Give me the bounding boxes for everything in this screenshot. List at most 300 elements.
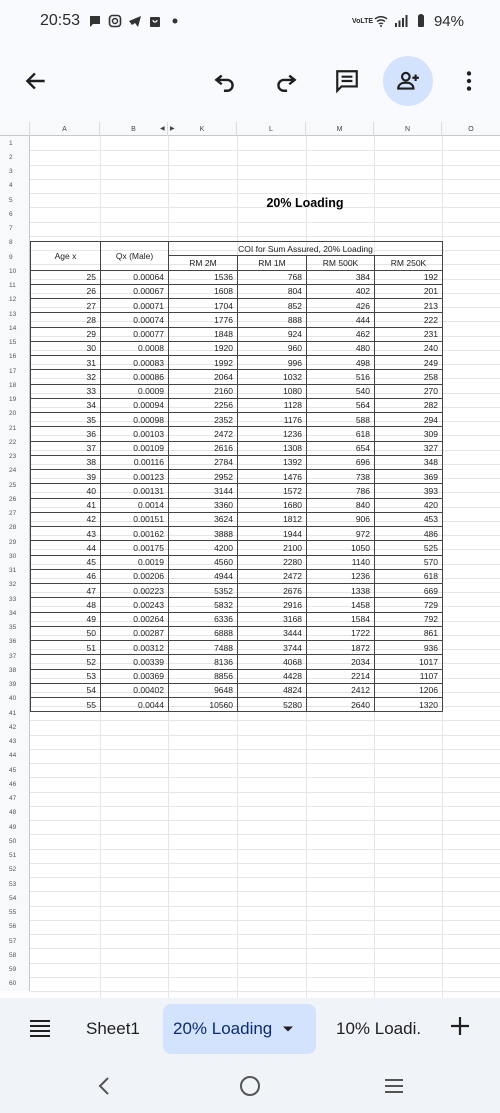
table-cell[interactable]: 2034 bbox=[307, 655, 375, 669]
table-cell[interactable]: 33 bbox=[31, 384, 101, 398]
table-cell[interactable]: 3168 bbox=[238, 612, 307, 626]
table-cell[interactable]: 462 bbox=[307, 327, 375, 341]
table-cell[interactable]: 258 bbox=[375, 370, 443, 384]
table-cell[interactable]: 0.0008 bbox=[101, 341, 169, 355]
table-cell[interactable]: 1776 bbox=[169, 313, 238, 327]
column-header[interactable]: O bbox=[468, 125, 474, 133]
row-header[interactable]: 6 bbox=[0, 207, 30, 221]
table-cell[interactable]: 2280 bbox=[238, 555, 307, 569]
table-cell[interactable]: 40 bbox=[31, 484, 101, 498]
row-header[interactable]: 50 bbox=[0, 834, 30, 848]
hidden-columns-left-arrow-icon[interactable]: ◀ bbox=[160, 126, 165, 132]
table-cell[interactable]: 1032 bbox=[238, 370, 307, 384]
table-cell[interactable]: 0.00074 bbox=[101, 313, 169, 327]
table-cell[interactable]: 4068 bbox=[238, 655, 307, 669]
table-cell[interactable]: 2472 bbox=[238, 569, 307, 583]
table-cell[interactable]: 654 bbox=[307, 441, 375, 455]
table-cell[interactable]: 768 bbox=[238, 270, 307, 284]
table-cell[interactable]: 669 bbox=[375, 584, 443, 598]
row-header[interactable]: 27 bbox=[0, 507, 30, 521]
table-cell[interactable]: 729 bbox=[375, 598, 443, 612]
table-cell[interactable]: 0.00264 bbox=[101, 612, 169, 626]
table-cell[interactable]: 0.0014 bbox=[101, 498, 169, 512]
table-cell[interactable]: 5832 bbox=[169, 598, 238, 612]
table-cell[interactable]: 1140 bbox=[307, 555, 375, 569]
table-cell[interactable]: 270 bbox=[375, 384, 443, 398]
table-cell[interactable]: 4944 bbox=[169, 569, 238, 583]
table-cell[interactable]: 0.00116 bbox=[101, 455, 169, 469]
signal-icon bbox=[394, 14, 408, 28]
table-cell[interactable]: 2640 bbox=[307, 698, 375, 712]
table-cell[interactable]: 1572 bbox=[238, 484, 307, 498]
column-header[interactable]: K bbox=[168, 122, 237, 136]
table-cell[interactable]: 618 bbox=[375, 569, 443, 583]
row-header[interactable]: 45 bbox=[0, 763, 30, 777]
row-header[interactable]: 20 bbox=[0, 407, 30, 421]
nav-recents-icon[interactable] bbox=[382, 1074, 406, 1098]
table-row bbox=[31, 313, 443, 327]
row-header[interactable]: 42 bbox=[0, 720, 30, 734]
table-cell[interactable]: 1476 bbox=[238, 470, 307, 484]
table-cell[interactable]: 0.00131 bbox=[101, 484, 169, 498]
table-cell[interactable]: 3444 bbox=[238, 626, 307, 640]
table-cell[interactable]: 0.00151 bbox=[101, 512, 169, 526]
table-cell[interactable]: 1080 bbox=[238, 384, 307, 398]
row-header[interactable]: 2 bbox=[0, 150, 30, 164]
table-cell[interactable]: 1050 bbox=[307, 541, 375, 555]
row-header[interactable]: 48 bbox=[0, 806, 30, 820]
share-button[interactable] bbox=[383, 56, 433, 106]
table-cell[interactable]: 444 bbox=[307, 313, 375, 327]
table-cell[interactable]: 1536 bbox=[169, 270, 238, 284]
table-cell[interactable]: 1722 bbox=[307, 626, 375, 640]
table-cell[interactable]: 2916 bbox=[238, 598, 307, 612]
table-cell[interactable]: 3360 bbox=[169, 498, 238, 512]
table-cell[interactable]: 32 bbox=[31, 370, 101, 384]
row-header[interactable]: 59 bbox=[0, 963, 30, 977]
table-cell[interactable]: 861 bbox=[375, 626, 443, 640]
table-cell[interactable]: 2064 bbox=[169, 370, 238, 384]
table-cell[interactable]: 0.00123 bbox=[101, 470, 169, 484]
table-cell[interactable]: 618 bbox=[307, 427, 375, 441]
table-cell[interactable]: 4560 bbox=[169, 555, 238, 569]
corner-cell[interactable] bbox=[0, 122, 30, 136]
column-header[interactable]: N bbox=[374, 122, 442, 136]
table-cell[interactable]: 8856 bbox=[169, 669, 238, 683]
table-cell[interactable]: 393 bbox=[375, 484, 443, 498]
table-cell[interactable]: 3744 bbox=[238, 641, 307, 655]
table-cell[interactable]: 0.00287 bbox=[101, 626, 169, 640]
row-header[interactable]: 29 bbox=[0, 535, 30, 549]
table-cell[interactable]: 0.00312 bbox=[101, 641, 169, 655]
row-header[interactable]: 34 bbox=[0, 606, 30, 620]
table-cell[interactable]: 348 bbox=[375, 455, 443, 469]
nav-home-icon[interactable] bbox=[238, 1074, 262, 1098]
table-cell[interactable]: 30 bbox=[31, 341, 101, 355]
table-cell[interactable]: 37 bbox=[31, 441, 101, 455]
table-cell[interactable]: 0.00083 bbox=[101, 356, 169, 370]
table-cell[interactable]: 786 bbox=[307, 484, 375, 498]
table-cell[interactable]: 36 bbox=[31, 427, 101, 441]
row-header[interactable]: 14 bbox=[0, 321, 30, 335]
table-cell[interactable]: 1236 bbox=[238, 427, 307, 441]
table-cell[interactable]: 480 bbox=[307, 341, 375, 355]
table-cell[interactable]: 0.00339 bbox=[101, 655, 169, 669]
table-cell[interactable]: 804 bbox=[238, 284, 307, 298]
system-nav-bar bbox=[0, 1060, 500, 1113]
table-cell[interactable]: 4824 bbox=[238, 683, 307, 697]
header-age[interactable]: Age x bbox=[31, 242, 101, 271]
row-header[interactable]: 18 bbox=[0, 378, 30, 392]
table-cell[interactable]: 2214 bbox=[307, 669, 375, 683]
table-cell[interactable]: 564 bbox=[307, 398, 375, 412]
table-cell[interactable]: 1872 bbox=[307, 641, 375, 655]
row-header[interactable]: 55 bbox=[0, 906, 30, 920]
table-row bbox=[31, 541, 443, 555]
table-cell[interactable]: 192 bbox=[375, 270, 443, 284]
table-cell[interactable]: 498 bbox=[307, 356, 375, 370]
table-cell[interactable]: 0.00243 bbox=[101, 598, 169, 612]
column-header[interactable]: A bbox=[30, 122, 100, 136]
table-cell[interactable]: 34 bbox=[31, 398, 101, 412]
column-header[interactable]: M bbox=[306, 122, 374, 136]
row-header[interactable]: 1 bbox=[0, 136, 30, 150]
sheet-title[interactable]: 20% Loading bbox=[266, 196, 344, 210]
table-cell[interactable]: 3624 bbox=[169, 512, 238, 526]
table-row bbox=[31, 527, 443, 541]
table-cell[interactable]: 39 bbox=[31, 470, 101, 484]
table-cell[interactable]: 2676 bbox=[238, 584, 307, 598]
table-cell[interactable]: 1392 bbox=[238, 455, 307, 469]
table-cell[interactable]: 0.00206 bbox=[101, 569, 169, 583]
status-time: 20:53 bbox=[40, 12, 81, 29]
table-cell[interactable]: 27 bbox=[31, 299, 101, 313]
row-header[interactable]: 7 bbox=[0, 222, 30, 236]
table-cell[interactable]: 1608 bbox=[169, 284, 238, 298]
row-header[interactable]: 28 bbox=[0, 521, 30, 535]
table-cell[interactable]: 45 bbox=[31, 555, 101, 569]
row-header[interactable]: 17 bbox=[0, 364, 30, 378]
table-cell[interactable]: 2472 bbox=[169, 427, 238, 441]
table-cell[interactable]: 1107 bbox=[375, 669, 443, 683]
table-cell[interactable]: 327 bbox=[375, 441, 443, 455]
row-header[interactable]: 4 bbox=[0, 179, 30, 193]
table-cell[interactable]: 0.00369 bbox=[101, 669, 169, 683]
table-row bbox=[31, 584, 443, 598]
table-cell[interactable]: 570 bbox=[375, 555, 443, 569]
table-cell[interactable]: 240 bbox=[375, 341, 443, 355]
table-cell[interactable]: 201 bbox=[375, 284, 443, 298]
table-cell[interactable]: 1992 bbox=[169, 356, 238, 370]
table-cell[interactable]: 309 bbox=[375, 427, 443, 441]
table-cell[interactable]: 28 bbox=[31, 313, 101, 327]
row-header[interactable]: 37 bbox=[0, 649, 30, 663]
table-cell[interactable]: 9648 bbox=[169, 683, 238, 697]
row-header[interactable]: 21 bbox=[0, 421, 30, 435]
table-cell[interactable]: 0.00402 bbox=[101, 683, 169, 697]
table-cell[interactable]: 53 bbox=[31, 669, 101, 683]
row-header[interactable]: 35 bbox=[0, 621, 30, 635]
table-cell[interactable]: 213 bbox=[375, 299, 443, 313]
table-cell[interactable]: 0.0009 bbox=[101, 384, 169, 398]
row-header[interactable]: 32 bbox=[0, 578, 30, 592]
row-header[interactable]: 38 bbox=[0, 663, 30, 677]
header-qx[interactable]: Qx (Male) bbox=[101, 242, 169, 271]
table-row bbox=[31, 598, 443, 612]
all-sheets-menu-icon[interactable] bbox=[28, 1016, 52, 1040]
table-cell[interactable]: 1128 bbox=[238, 398, 307, 412]
table-cell[interactable]: 0.00064 bbox=[101, 270, 169, 284]
table-cell[interactable]: 0.00071 bbox=[101, 299, 169, 313]
table-cell[interactable]: 2616 bbox=[169, 441, 238, 455]
row-header[interactable]: 43 bbox=[0, 735, 30, 749]
table-cell[interactable]: 5352 bbox=[169, 584, 238, 598]
table-cell[interactable]: 0.00223 bbox=[101, 584, 169, 598]
toolbar bbox=[0, 42, 500, 122]
table-cell[interactable]: 1680 bbox=[238, 498, 307, 512]
table-cell[interactable]: 5280 bbox=[238, 698, 307, 712]
table-cell[interactable]: 6888 bbox=[169, 626, 238, 640]
table-cell[interactable]: 222 bbox=[375, 313, 443, 327]
table-cell[interactable]: 282 bbox=[375, 398, 443, 412]
table-cell[interactable]: 516 bbox=[307, 370, 375, 384]
table-cell[interactable]: 0.00077 bbox=[101, 327, 169, 341]
header-rm-250k[interactable]: RM 250K bbox=[375, 256, 443, 270]
table-cell[interactable]: 1206 bbox=[375, 683, 443, 697]
table-cell[interactable]: 2952 bbox=[169, 470, 238, 484]
telegram-icon bbox=[128, 14, 142, 28]
table-cell[interactable]: 26 bbox=[31, 284, 101, 298]
table-cell[interactable]: 384 bbox=[307, 270, 375, 284]
table-cell[interactable]: 1920 bbox=[169, 341, 238, 355]
hidden-columns-right-arrow-icon[interactable]: ▶ bbox=[170, 126, 175, 132]
column-header[interactable]: B bbox=[100, 122, 168, 136]
table-row bbox=[31, 413, 443, 427]
table-row bbox=[31, 612, 443, 626]
table-cell[interactable]: 0.00067 bbox=[101, 284, 169, 298]
table-cell[interactable]: 486 bbox=[375, 527, 443, 541]
row-header[interactable]: 31 bbox=[0, 564, 30, 578]
row-header[interactable]: 40 bbox=[0, 692, 30, 706]
table-cell[interactable]: 1944 bbox=[238, 527, 307, 541]
redo-button[interactable] bbox=[261, 56, 311, 106]
spreadsheet-grid[interactable] bbox=[0, 122, 500, 998]
row-header[interactable]: 13 bbox=[0, 307, 30, 321]
table-cell[interactable]: 0.0019 bbox=[101, 555, 169, 569]
table-cell[interactable]: 402 bbox=[307, 284, 375, 298]
tab-10-loading[interactable] bbox=[336, 1004, 421, 1054]
table-cell[interactable]: 4200 bbox=[169, 541, 238, 555]
header-rm-2m[interactable]: RM 2M bbox=[169, 256, 238, 270]
table-cell[interactable]: 1236 bbox=[307, 569, 375, 583]
table-cell[interactable]: 369 bbox=[375, 470, 443, 484]
row-header[interactable]: 24 bbox=[0, 464, 30, 478]
table-body bbox=[31, 270, 443, 712]
table-cell[interactable]: 1017 bbox=[375, 655, 443, 669]
row-header[interactable]: 47 bbox=[0, 792, 30, 806]
table-cell[interactable]: 2100 bbox=[238, 541, 307, 555]
nav-back-icon[interactable] bbox=[93, 1074, 117, 1098]
table-cell[interactable]: 852 bbox=[238, 299, 307, 313]
table-cell[interactable]: 38 bbox=[31, 455, 101, 469]
table-cell[interactable]: 42 bbox=[31, 512, 101, 526]
table-cell[interactable]: 0.00103 bbox=[101, 427, 169, 441]
table-cell[interactable]: 3144 bbox=[169, 484, 238, 498]
row-header[interactable]: 25 bbox=[0, 478, 30, 492]
row-header[interactable]: 23 bbox=[0, 450, 30, 464]
row-header[interactable]: 36 bbox=[0, 635, 30, 649]
instagram-icon bbox=[108, 14, 122, 28]
table-cell[interactable]: 249 bbox=[375, 356, 443, 370]
row-header[interactable]: 10 bbox=[0, 264, 30, 278]
table-cell[interactable]: 6336 bbox=[169, 612, 238, 626]
table-cell[interactable]: 936 bbox=[375, 641, 443, 655]
battery-icon bbox=[414, 14, 428, 28]
table-cell[interactable]: 1458 bbox=[307, 598, 375, 612]
table-cell[interactable]: 8136 bbox=[169, 655, 238, 669]
undo-button[interactable] bbox=[200, 56, 250, 106]
tab-20-loading[interactable] bbox=[163, 1004, 316, 1054]
tab-sheet1[interactable] bbox=[86, 1004, 140, 1054]
table-cell[interactable]: 1338 bbox=[307, 584, 375, 598]
row-header[interactable]: 53 bbox=[0, 877, 30, 891]
row-header[interactable]: 8 bbox=[0, 236, 30, 250]
table-cell[interactable]: 4428 bbox=[238, 669, 307, 683]
table-cell[interactable]: 54 bbox=[31, 683, 101, 697]
table-cell[interactable]: 47 bbox=[31, 584, 101, 598]
table-cell[interactable]: 1584 bbox=[307, 612, 375, 626]
table-cell[interactable]: 1308 bbox=[238, 441, 307, 455]
table-cell[interactable]: 25 bbox=[31, 270, 101, 284]
table-cell[interactable]: 2352 bbox=[169, 413, 238, 427]
row-header[interactable]: 12 bbox=[0, 293, 30, 307]
table-cell[interactable]: 55 bbox=[31, 698, 101, 712]
row-header[interactable]: 41 bbox=[0, 706, 30, 720]
table-cell[interactable]: 44 bbox=[31, 541, 101, 555]
table-cell[interactable]: 960 bbox=[238, 341, 307, 355]
row-header[interactable]: 51 bbox=[0, 849, 30, 863]
row-header[interactable]: 46 bbox=[0, 777, 30, 791]
row-header[interactable]: 30 bbox=[0, 549, 30, 563]
row-header[interactable]: 16 bbox=[0, 350, 30, 364]
undo-icon bbox=[212, 68, 238, 94]
row-header[interactable]: 3 bbox=[0, 165, 30, 179]
row-header[interactable]: 54 bbox=[0, 891, 30, 905]
table-cell[interactable]: 0.00162 bbox=[101, 527, 169, 541]
table-cell[interactable]: 0.0044 bbox=[101, 698, 169, 712]
table-cell[interactable]: 996 bbox=[238, 356, 307, 370]
row-header[interactable]: 52 bbox=[0, 863, 30, 877]
table-cell[interactable]: 294 bbox=[375, 413, 443, 427]
table-cell[interactable]: 588 bbox=[307, 413, 375, 427]
table-cell[interactable]: 49 bbox=[31, 612, 101, 626]
table-cell[interactable]: 738 bbox=[307, 470, 375, 484]
table-cell[interactable]: 7488 bbox=[169, 641, 238, 655]
table-cell[interactable]: 0.00175 bbox=[101, 541, 169, 555]
dropdown-arrow-icon[interactable] bbox=[278, 1019, 298, 1039]
table-cell[interactable]: 2160 bbox=[169, 384, 238, 398]
back-button[interactable] bbox=[11, 56, 61, 106]
table-cell[interactable]: 1848 bbox=[169, 327, 238, 341]
row-header[interactable]: 49 bbox=[0, 820, 30, 834]
table-cell[interactable]: 1320 bbox=[375, 698, 443, 712]
table-cell[interactable]: 696 bbox=[307, 455, 375, 469]
row-header[interactable]: 22 bbox=[0, 435, 30, 449]
table-cell[interactable]: 29 bbox=[31, 327, 101, 341]
table-cell[interactable]: 924 bbox=[238, 327, 307, 341]
row-header[interactable]: 11 bbox=[0, 279, 30, 293]
header-rm-1m[interactable]: RM 1M bbox=[238, 256, 307, 270]
table-cell[interactable]: 840 bbox=[307, 498, 375, 512]
header-coi-group[interactable]: COI for Sum Assured, 20% Loading bbox=[169, 242, 443, 256]
table-cell[interactable]: 10560 bbox=[169, 698, 238, 712]
header-rm-500k[interactable]: RM 500K bbox=[307, 256, 375, 270]
column-header[interactable]: L bbox=[237, 122, 306, 136]
table-cell[interactable]: 525 bbox=[375, 541, 443, 555]
row-header[interactable]: 19 bbox=[0, 393, 30, 407]
table-cell[interactable]: 35 bbox=[31, 413, 101, 427]
table-cell[interactable]: 1704 bbox=[169, 299, 238, 313]
table-cell[interactable]: 1176 bbox=[238, 413, 307, 427]
table-cell[interactable]: 888 bbox=[238, 313, 307, 327]
table-row bbox=[31, 498, 443, 512]
table-cell[interactable]: 426 bbox=[307, 299, 375, 313]
row-header[interactable]: 15 bbox=[0, 336, 30, 350]
row-header[interactable]: 44 bbox=[0, 749, 30, 763]
row-header[interactable]: 9 bbox=[0, 250, 30, 264]
more-options-button[interactable] bbox=[444, 56, 494, 106]
table-cell[interactable]: 0.00094 bbox=[101, 398, 169, 412]
row-header[interactable]: 60 bbox=[0, 977, 30, 991]
table-cell[interactable]: 52 bbox=[31, 655, 101, 669]
notification-icons bbox=[88, 14, 182, 28]
table-cell[interactable]: 0.00109 bbox=[101, 441, 169, 455]
table-cell[interactable]: 2412 bbox=[307, 683, 375, 697]
table-cell[interactable]: 41 bbox=[31, 498, 101, 512]
table-cell[interactable]: 231 bbox=[375, 327, 443, 341]
table-cell[interactable]: 43 bbox=[31, 527, 101, 541]
table-cell[interactable]: 31 bbox=[31, 356, 101, 370]
table-cell[interactable]: 3888 bbox=[169, 527, 238, 541]
table-cell[interactable]: 972 bbox=[307, 527, 375, 541]
row-header[interactable]: 57 bbox=[0, 934, 30, 948]
table-cell[interactable]: 0.00086 bbox=[101, 370, 169, 384]
row-header[interactable]: 58 bbox=[0, 948, 30, 962]
add-sheet-icon[interactable] bbox=[448, 1014, 472, 1038]
more-vert-icon bbox=[456, 68, 482, 94]
table-cell[interactable]: 0.00098 bbox=[101, 413, 169, 427]
table-cell[interactable]: 1812 bbox=[238, 512, 307, 526]
table-cell[interactable]: 420 bbox=[375, 498, 443, 512]
row-header[interactable]: 33 bbox=[0, 592, 30, 606]
table-cell[interactable]: 48 bbox=[31, 598, 101, 612]
table-cell[interactable]: 2256 bbox=[169, 398, 238, 412]
table-cell[interactable]: 50 bbox=[31, 626, 101, 640]
row-header[interactable]: 56 bbox=[0, 920, 30, 934]
comment-button[interactable] bbox=[322, 56, 372, 106]
row-header[interactable]: 26 bbox=[0, 492, 30, 506]
table-cell[interactable]: 2784 bbox=[169, 455, 238, 469]
table-cell[interactable]: 453 bbox=[375, 512, 443, 526]
table-cell[interactable]: 792 bbox=[375, 612, 443, 626]
row-header[interactable]: 39 bbox=[0, 678, 30, 692]
table-cell[interactable]: 46 bbox=[31, 569, 101, 583]
table-cell[interactable]: 540 bbox=[307, 384, 375, 398]
table-cell[interactable]: 51 bbox=[31, 641, 101, 655]
table-cell[interactable]: 906 bbox=[307, 512, 375, 526]
table-row bbox=[31, 284, 443, 298]
row-header[interactable]: 5 bbox=[0, 193, 30, 207]
